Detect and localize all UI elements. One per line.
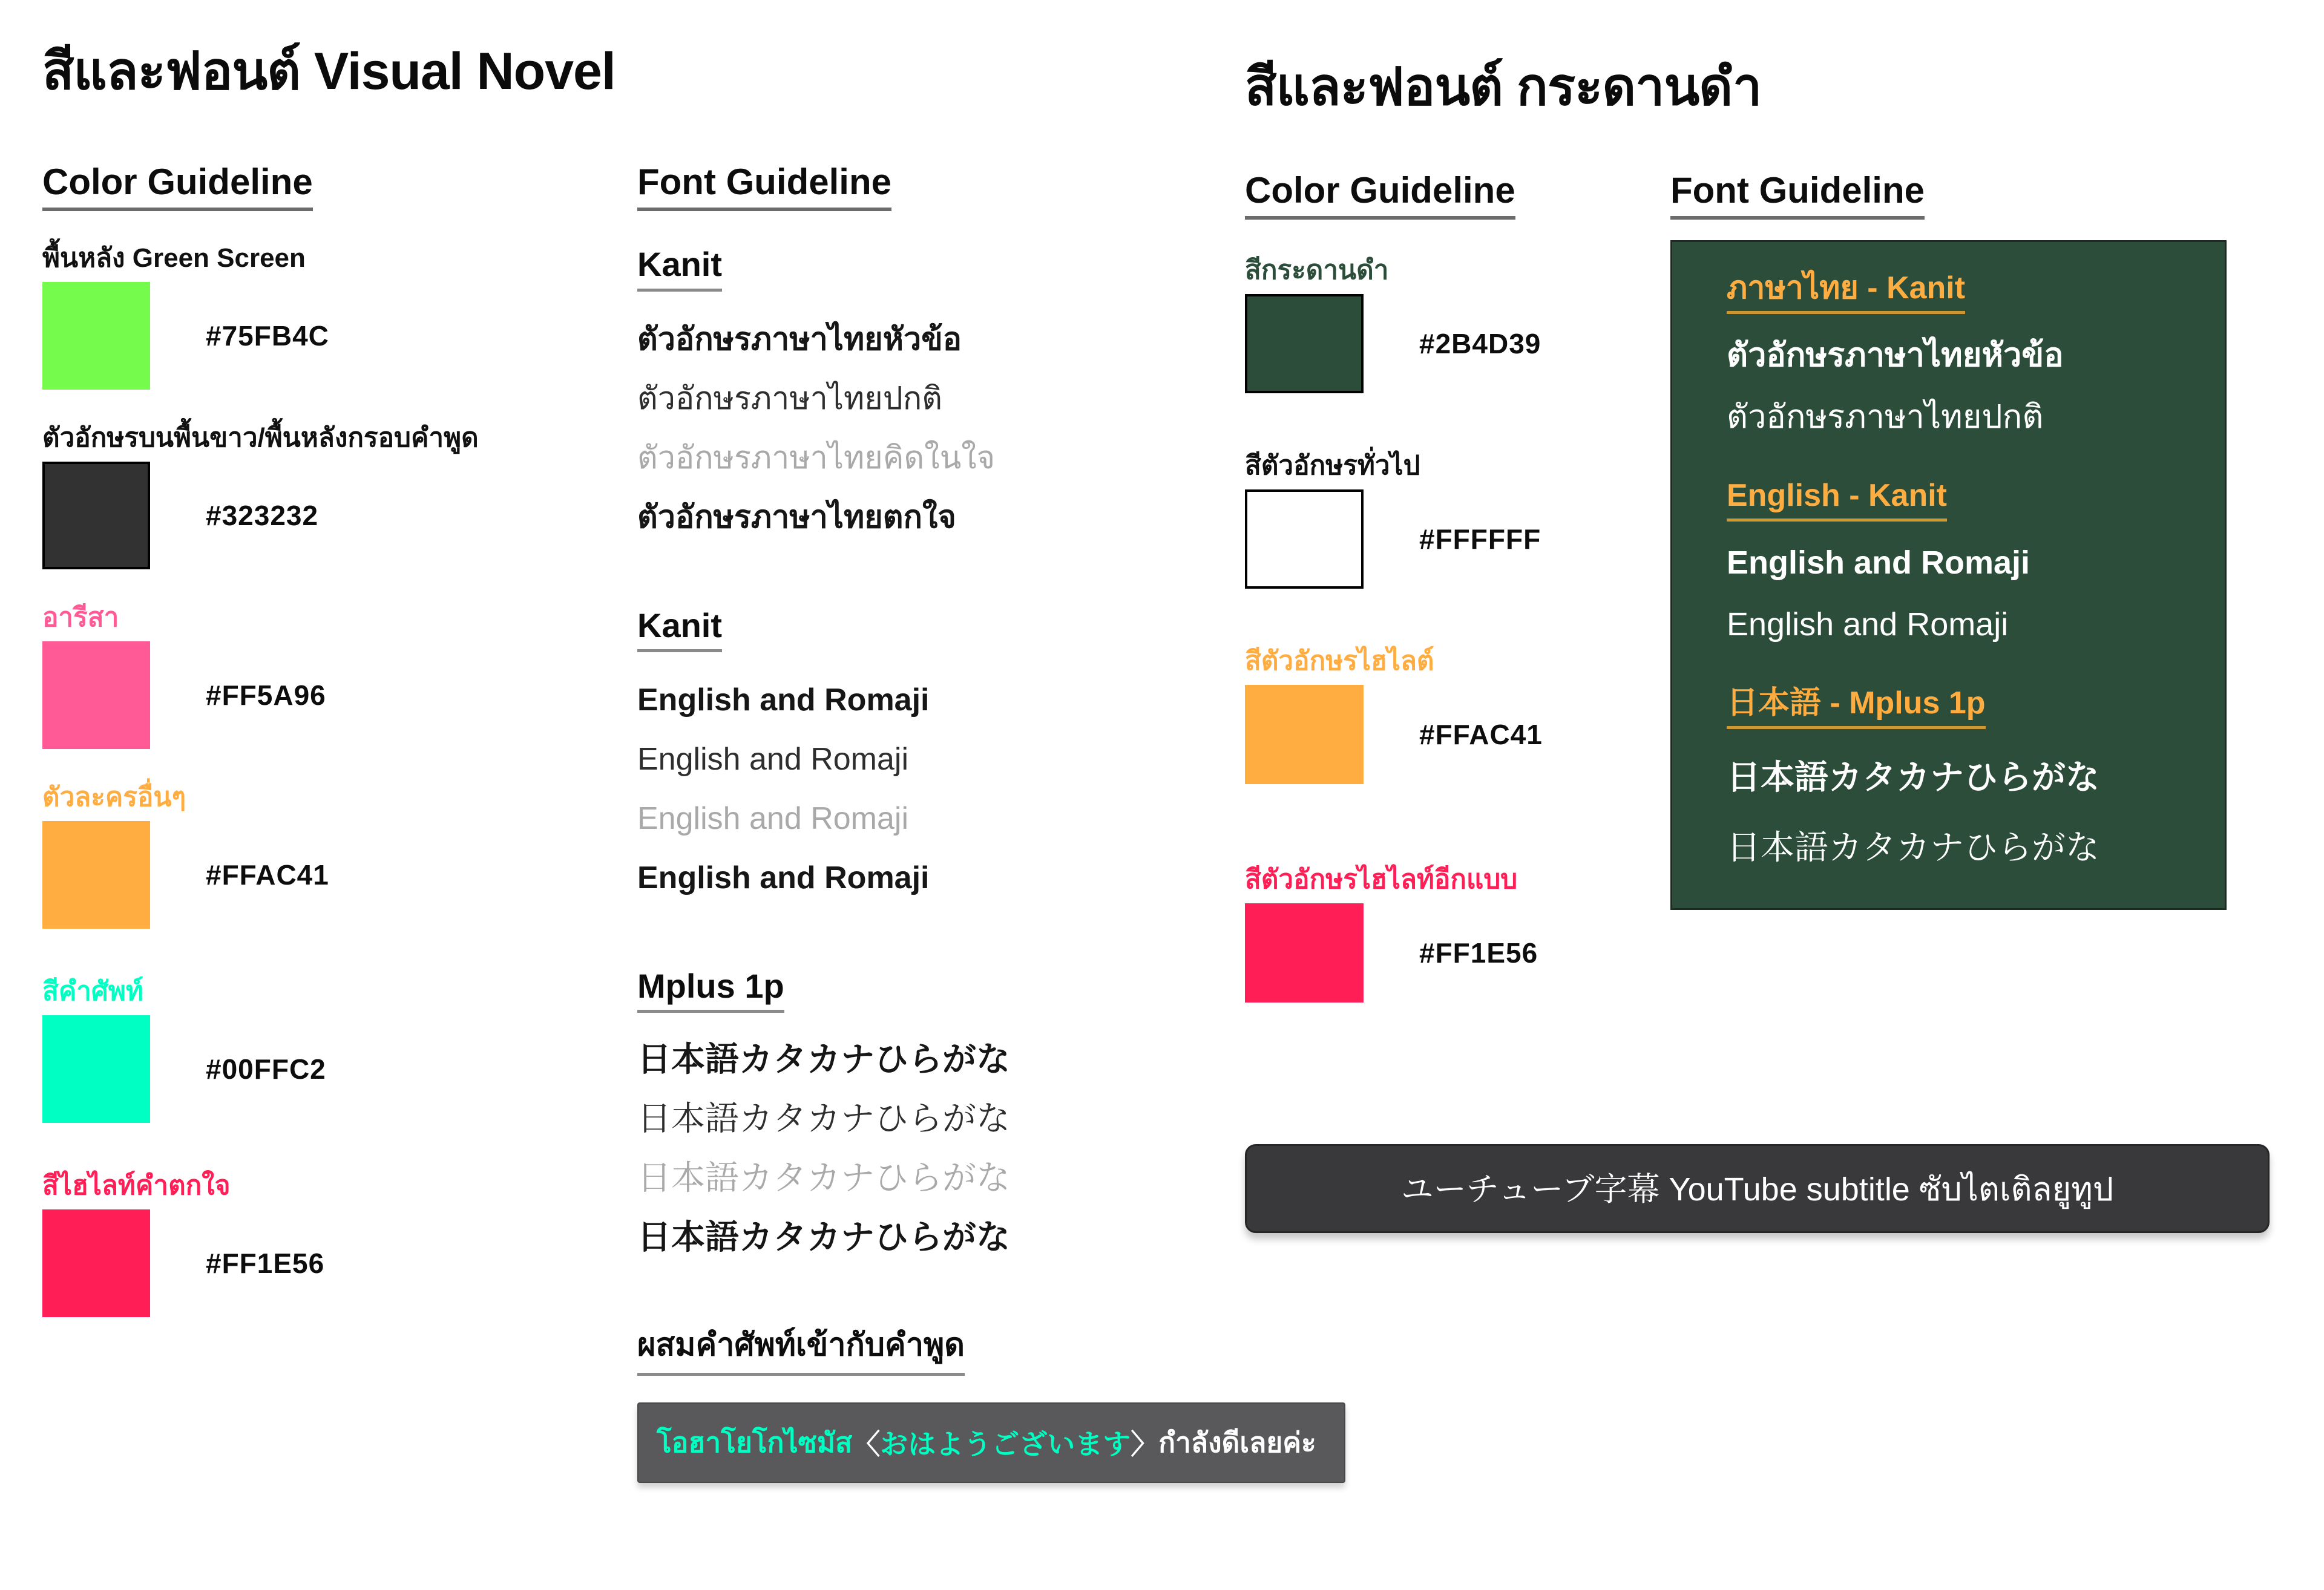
vn-font-guideline-column: [637, 161, 1345, 1483]
font-sample: English and Romaji: [637, 741, 909, 777]
youtube-subtitle-text: ユーチューブ字幕 YouTube subtitle ซับไตเติลยูทูป: [1400, 1171, 2114, 1208]
font-sample: English and Romaji: [637, 860, 930, 895]
color-item-vocabulary: [42, 975, 637, 1123]
speech-segment-close-bracket: 〉: [1131, 1428, 1159, 1461]
board-font-sample: 日本語カタカナひらがな: [1727, 828, 2099, 867]
color-item-label: ตัวละครอื่นๆ: [42, 782, 186, 813]
color-item-label: สีตัวอักษรไฮไลท์อีกแบบ: [1245, 865, 1518, 895]
color-item-alt-highlight-text: [1245, 863, 1670, 1003]
color-item-highlight-text: [1245, 644, 1670, 784]
color-item-label: อารีสา: [42, 603, 119, 633]
board-group-japanese: [1727, 645, 2188, 869]
color-hex: #323232: [206, 500, 319, 532]
speech-segment-thai: กำลังดีเลยค่ะ: [1158, 1426, 1316, 1458]
blackboard-title: สีและฟอนต์ กระดานดำ: [1245, 58, 1762, 116]
color-hex: #FF5A96: [206, 679, 326, 712]
font-group-name: Kanit: [637, 605, 722, 652]
blackboard-font-board: [1670, 240, 2227, 910]
font-sample: ตัวอักษรภาษาไทยคิดในใจ: [637, 440, 996, 476]
color-hex: #FFAC41: [1419, 719, 1543, 751]
board-group-heading: ภาษาไทย - Kanit: [1727, 269, 1965, 314]
font-group-kanit-thai: [637, 244, 1345, 537]
bb-color-guideline-heading: Color Guideline: [1245, 169, 1515, 220]
font-sample: English and Romaji: [637, 800, 909, 836]
color-swatch: [42, 1015, 150, 1123]
font-group-name: Mplus 1p: [637, 966, 784, 1013]
font-group-kanit-english: [637, 605, 1345, 898]
bb-color-list: [1245, 254, 1670, 1003]
color-hex: #00FFC2: [206, 1053, 326, 1085]
color-item-label: สีตัวอักษรทั่วไป: [1245, 451, 1420, 481]
color-hex: #FF1E56: [1419, 937, 1538, 969]
vn-font-guideline-heading: Font Guideline: [637, 161, 891, 211]
font-sample: 日本語カタカナひらがな: [637, 1099, 1010, 1137]
board-group-heading: 日本語 - Mplus 1p: [1727, 684, 1986, 729]
color-item-label: พื้นหลัง Green Screen: [42, 243, 306, 273]
font-group-mplus-japanese: [637, 966, 1345, 1258]
font-sample: 日本語カタカナひらがな: [637, 1158, 1010, 1197]
board-group-heading: English - Kanit: [1727, 476, 1947, 522]
font-sample: ตัวอักษรภาษาไทยหัวข้อ: [637, 321, 962, 357]
color-swatch: [1245, 685, 1364, 784]
color-item-blackboard: [1245, 254, 1670, 393]
speech-sample-box: [637, 1402, 1345, 1483]
bb-font-guideline-heading: Font Guideline: [1670, 169, 1925, 220]
bb-font-guideline-column: [1670, 169, 2310, 1003]
color-swatch: [1245, 489, 1364, 589]
blackboard-section: [1245, 58, 2310, 1003]
color-swatch: [42, 641, 150, 749]
font-sample: 日本語カタカナひらがな: [637, 1217, 1010, 1256]
color-item-label: สีกระดานดำ: [1245, 255, 1389, 286]
color-hex: #75FB4C: [206, 320, 329, 352]
board-font-sample: ตัวอักษรภาษาไทยปกติ: [1727, 399, 2044, 436]
font-sample: ตัวอักษรภาษาไทยตกใจ: [637, 499, 956, 535]
color-hex: #FF1E56: [206, 1248, 325, 1280]
font-sample: English and Romaji: [637, 682, 930, 718]
color-item-label: สีตัวอักษรไฮไลต์: [1245, 646, 1434, 676]
speech-segment-japanese: おはようございます: [880, 1428, 1131, 1461]
board-group-english: [1727, 437, 2188, 645]
color-hex: #FFFFFF: [1419, 523, 1541, 555]
board-font-sample: ตัวอักษรภาษาไทยหัวข้อ: [1727, 337, 2064, 374]
bb-color-guideline-column: [1245, 169, 1670, 1003]
vn-color-guideline-column: [42, 161, 637, 1483]
vn-color-guideline-heading: Color Guideline: [42, 161, 313, 211]
speech-segment-thai-romaji: โอฮาโยโกไซมัส: [657, 1426, 853, 1458]
color-item-green-screen: [42, 241, 637, 390]
color-item-label: สีไฮไลท์คำตกใจ: [42, 1171, 231, 1201]
visual-novel-title: สีและฟอนต์ Visual Novel: [42, 42, 615, 100]
color-hex: #FFAC41: [206, 859, 329, 891]
board-group-thai: [1727, 269, 2188, 437]
color-item-label: สีคำศัพท์: [42, 977, 143, 1007]
color-item-arisa: [42, 601, 637, 749]
color-swatch: [1245, 294, 1364, 393]
mix-vocab-heading: ผสมคำศัพท์เข้ากับคำพูด: [637, 1319, 965, 1376]
speech-segment-open-bracket: 〈: [852, 1428, 881, 1461]
board-font-sample: English and Romaji: [1727, 606, 2009, 643]
color-item-text-on-white: [42, 421, 637, 569]
youtube-subtitle-box: [1245, 1144, 2270, 1233]
font-sample: 日本語カタカナひらがな: [637, 1039, 1010, 1078]
color-item-other-characters: [42, 780, 637, 929]
board-font-sample: English and Romaji: [1727, 545, 2030, 581]
color-hex: #2B4D39: [1419, 328, 1541, 360]
visual-novel-section: [42, 42, 1316, 1483]
color-item-label: ตัวอักษรบนพื้นขาว/พื้นหลังกรอบคำพูด: [42, 423, 479, 453]
color-swatch: [42, 821, 150, 929]
vn-color-list: [42, 241, 637, 1317]
board-font-sample: 日本語カタカナひらがな: [1727, 758, 2099, 797]
color-swatch: [1245, 903, 1364, 1003]
font-sample: ตัวอักษรภาษาไทยปกติ: [637, 381, 943, 416]
color-swatch: [42, 282, 150, 390]
color-swatch: [42, 462, 150, 569]
color-item-surprise-highlight: [42, 1169, 637, 1317]
color-item-general-text: [1245, 449, 1670, 589]
color-swatch: [42, 1209, 150, 1317]
font-group-name: Kanit: [637, 244, 722, 291]
